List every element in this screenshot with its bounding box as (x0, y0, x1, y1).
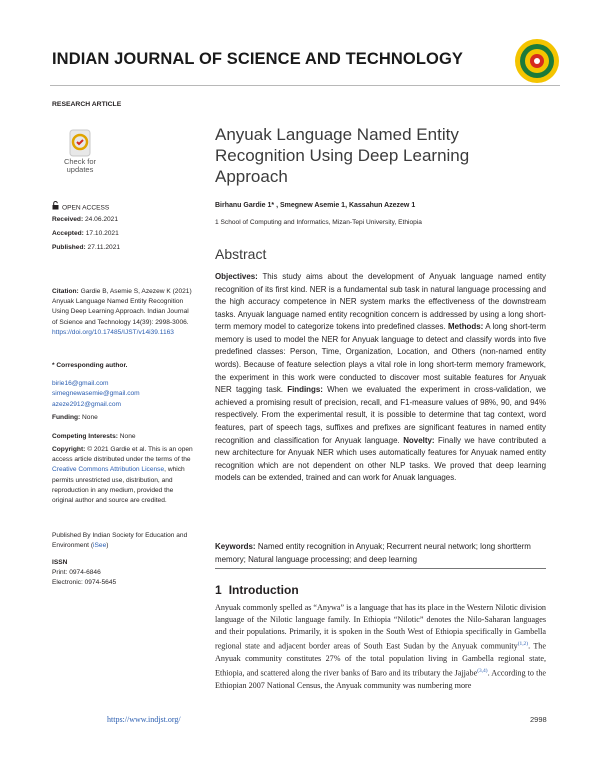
methods-text: A long short-term memory is used to model the NER for Anyuak language to detect and classify words into five predefined classes: Person, Time, Organization, Location, and Others (non-named entity words). Because of feature selection plays a vital role in long short-term memory framework, the experiment in this work were conducted to discover most suitable features for Anyuak NER tagging task. (215, 322, 546, 395)
novelty-label: Novelty: (403, 435, 435, 445)
keywords (215, 541, 546, 566)
accepted-date: 17.10.2021 (85, 230, 119, 238)
affiliation: 1 School of Computing and Informatics, Mizan-Tepi University, Ethiopia (215, 219, 422, 226)
publisher-link[interactable]: iSee (93, 542, 107, 550)
keywords-divider (215, 568, 546, 569)
novelty-text: Finally we have contributed a new architecture for Anyuak NER which uses automatically features for Anyuak named entity recognition which are not dependent on other NLP tasks. We proved that deep learning models can be extended, trained and can work for Anuak languages. (215, 435, 546, 483)
received-date: 24.06.2021 (85, 216, 119, 223)
methods-label: Methods: (448, 322, 484, 332)
citation-label: Citation: (52, 288, 79, 295)
section-title: Introduction (228, 583, 299, 597)
corresponding-block (52, 361, 194, 410)
copyright-label: Copyright: (52, 446, 86, 453)
findings-label: Findings: (287, 385, 323, 395)
electronic-issn: Electronic: 0974-5645 (52, 579, 117, 587)
citation-block (52, 287, 194, 338)
article-title: Anyuak Language Named Entity Recognition Using Deep Learning Approach (215, 125, 470, 186)
received-row: Received: 24.06.2021 (52, 216, 119, 223)
keywords-text: Named entity recognition in Anyuak; Recurrent neural network; long shortterm memory; Natural language processing; and deep learning (215, 542, 531, 564)
published-row: Published: 27.11.2021 (52, 244, 121, 252)
journal-url-link[interactable]: https://www.indjst.org/ (107, 715, 181, 724)
open-access-row (52, 201, 194, 214)
corresponding-label: * Corresponding author. (52, 362, 128, 369)
header-divider (50, 85, 560, 86)
funding-value: None (82, 414, 98, 421)
email-link[interactable]: azeze2912@gmail.com (52, 400, 122, 408)
competing-value: None (119, 433, 136, 440)
email-link[interactable]: birie16@gmail.com (52, 380, 109, 388)
updates-icon (56, 128, 104, 158)
copyright-block: Copyright: © 2021 Gardie et al. This is an open access article distributed under the terms of the Creative Commons Attribution License, which permits unrestricted use, distribution, and reproduction in any medium, provided the original author and source are credited. (52, 446, 193, 505)
funding-row: Funding: None (52, 414, 98, 421)
check-for-updates-badge[interactable] (56, 128, 104, 182)
journal-logo (514, 38, 560, 84)
issn-label: ISSN (52, 559, 68, 566)
objectives-label: Objectives: (215, 272, 258, 281)
section-number: 1 (215, 583, 222, 597)
citation-text: Gardie B, Asemie S, Azezew K (2021) Anyuak Language Named Entity Recognition Using Deep Learning Approach. Indian Journal of Science and Technology 14(39): 2998-3006. (52, 288, 192, 326)
license-link[interactable]: Creative Commons Attribution License (52, 466, 165, 474)
journal-title: INDIAN JOURNAL OF SCIENCE AND TECHNOLOGY (52, 50, 464, 68)
badge-label: Check for updates (63, 157, 97, 174)
citation-ref[interactable]: (3,4) (477, 668, 488, 675)
published-date: 27.11.2021 (87, 244, 121, 252)
abstract-heading: Abstract (215, 246, 267, 262)
author-list: Birhanu Gardie 1* , Smegnew Asemie 1, Kassahun Azezew 1 (215, 202, 416, 209)
introduction-heading (215, 583, 299, 597)
email-link[interactable]: simegnewasemie@gmail.com (52, 390, 140, 398)
objectives-text: This study aims about the development of Anyuak language named entity recognition of its first kind. NER is a fundamental sub task in natural language processing and the high accuracy competence in NER system marks the effectiveness of the downstream tasks. Anyuak language named entity recognition concern is addressed by using a long short-term memory model to categorize tokens into predefined classes. (215, 272, 546, 332)
open-access-icon (52, 201, 59, 214)
introduction-paragraph: Anyuak commonly spelled as “Anywa” is a language that has its place in the Western Nilotic division language of the Nilotic language family. In Ethiopia “Nilotic” denotes the Nilo-Saharan languages and their populations. Primarily, it is spoken in the South West of Ethiopia specifically in Gambella regional state and adjacent border areas of South East Sudan by the Anyuak community$^{(1,2)}$. The Anyuak community constitutes 27% of the total population living in Gambella regional state, Ethiopia, and scattered along the river banks of Baro and its tributary the Jajjabe$^{(3,4)}$. According to the Ethiopian 2007 National Census, the Anyuak community was numbering more (215, 603, 546, 690)
accepted-row: Accepted: 17.10.2021 (52, 230, 119, 238)
keywords-label: Keywords: (215, 542, 256, 551)
print-issn: Print: 0974-6846 (52, 569, 101, 577)
dates-block (52, 215, 194, 254)
issn-block (52, 558, 194, 589)
open-access-label: OPEN ACCESS (62, 204, 110, 212)
page-number: 2998 (530, 715, 547, 724)
competing-row: Competing Interests: None (52, 433, 136, 440)
publisher-block: Published By Indian Society for Education and Environment (iSee) (52, 532, 188, 550)
abstract-body (215, 271, 546, 485)
article-type: RESEARCH ARTICLE (52, 101, 122, 108)
citation-ref[interactable]: (1,2) (517, 641, 529, 648)
citation-doi-link[interactable]: https://doi.org/10.17485/IJST/v14i39.1163 (52, 328, 174, 336)
findings-text: When we evaluated the experiment in cross-validation, we achieved a promising result of precision, recall, and F1-measure values of 98%, 90, and 94% respectively. From the experimental result, it is possible to determine that tag context, word features, part of speech tags, suffixes and prefixes are significant features in named entity recognition and classification for Anyuak language. (215, 385, 546, 445)
